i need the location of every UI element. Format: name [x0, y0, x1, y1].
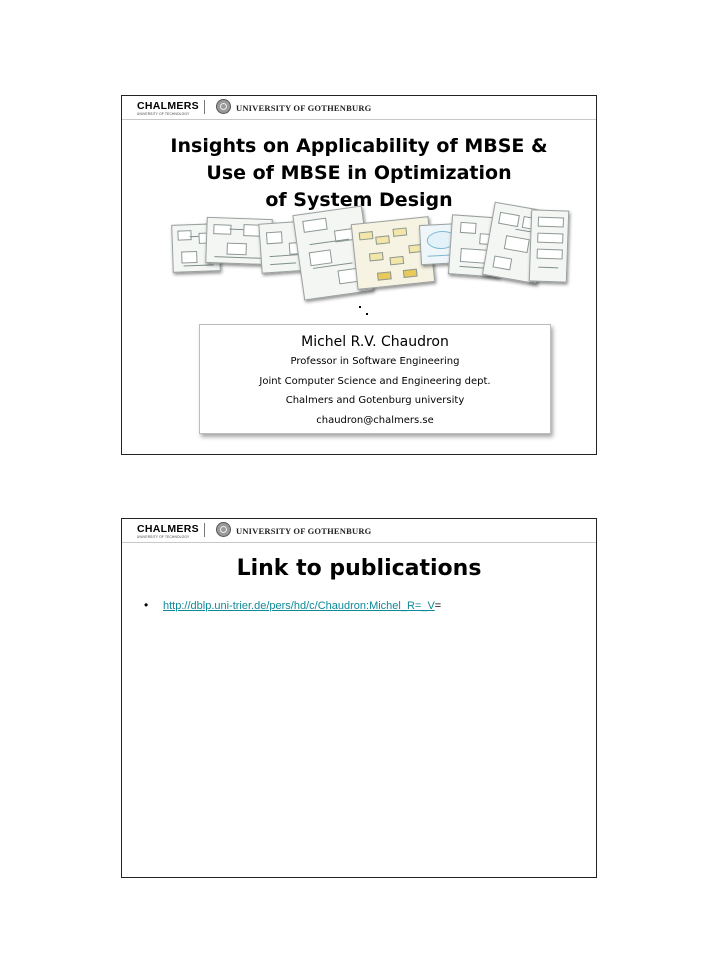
logo-divider: [204, 523, 205, 537]
diagram-collage-image: [170, 210, 570, 310]
gothenburg-logo-name: UNIVERSITY OF GOTHENBURG: [236, 526, 372, 536]
gothenburg-seal-icon: [216, 522, 231, 537]
bullet-icon: •: [144, 598, 149, 612]
slide-2: [121, 518, 597, 878]
diagram-thumbnail: [529, 209, 569, 282]
chalmers-logo: [137, 101, 199, 116]
gothenburg-logo-name: UNIVERSITY OF GOTHENBURG: [236, 103, 372, 113]
logo-divider: [204, 100, 205, 114]
publications-link[interactable]: http://dblp.uni-trier.de/pers/hd/c/Chaudron:Michel_R=_V: [163, 600, 435, 612]
slide-title-line: of System Design: [265, 189, 453, 211]
link-suffix: =: [434, 600, 442, 612]
author-name: Michel R.V. Chaudron: [301, 334, 449, 350]
decorative-dot: [366, 313, 368, 315]
chalmers-logo: [137, 524, 199, 539]
header-divider: [122, 542, 596, 543]
slide-header: [122, 96, 596, 120]
slide-1: [121, 95, 597, 455]
decorative-dot: [359, 306, 361, 308]
chalmers-logo-name: CHALMERS: [137, 523, 199, 535]
author-institution: Chalmers and Gotenburg university: [285, 395, 465, 406]
slide-header: [122, 519, 596, 543]
slide-title-line: Use of MBSE in Optimization: [206, 162, 512, 184]
slide-title: Link to publications: [236, 556, 482, 581]
author-department: Joint Computer Science and Engineering dept.: [259, 375, 491, 387]
chalmers-logo-name: CHALMERS: [137, 100, 199, 112]
author-position: Professor in Software Engineering: [290, 356, 460, 367]
author-info-box: [199, 324, 551, 434]
list-item: [144, 598, 441, 612]
chalmers-logo-subtitle: UNIVERSITY OF TECHNOLOGY: [137, 535, 190, 539]
slide-title-line: Insights on Applicability of MBSE &: [170, 135, 548, 157]
gothenburg-seal-icon: [216, 99, 231, 114]
chalmers-logo-subtitle: UNIVERSITY OF TECHNOLOGY: [137, 112, 190, 116]
header-divider: [122, 119, 596, 120]
author-email: chaudron@chalmers.se: [316, 414, 434, 426]
slide-title: [122, 133, 596, 214]
